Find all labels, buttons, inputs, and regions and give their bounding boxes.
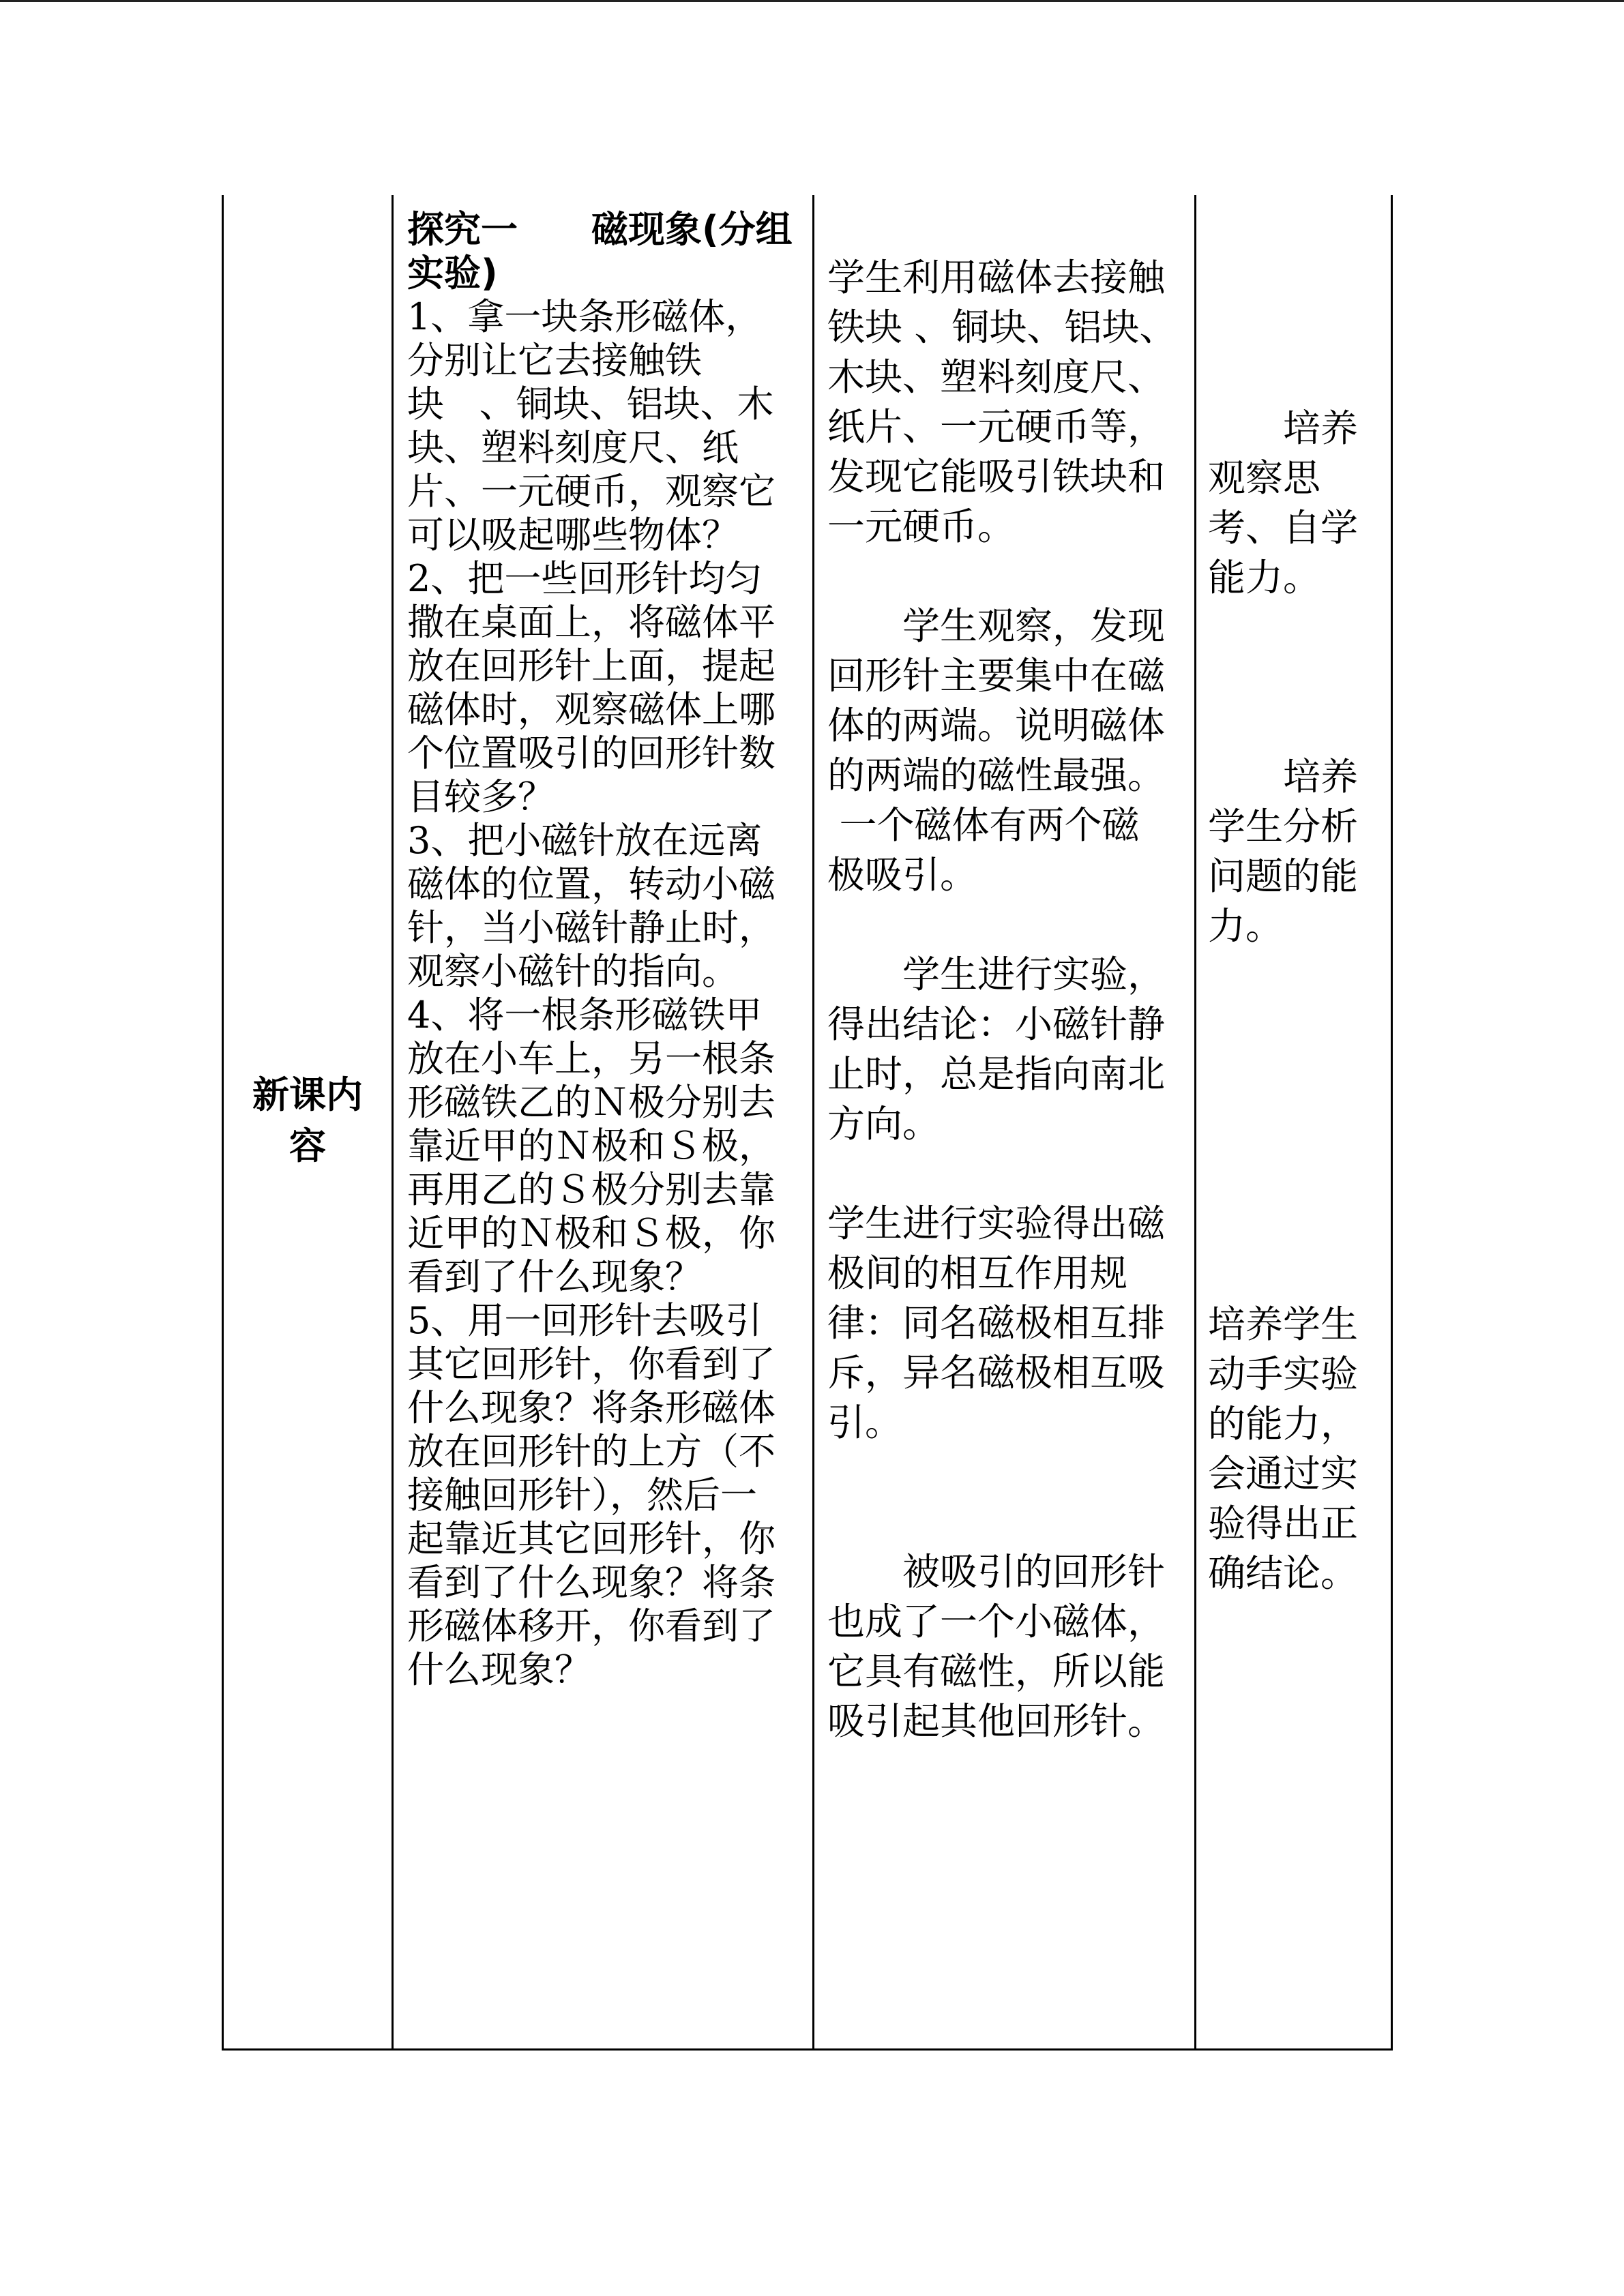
text-line: 发现它能吸引铁块和 <box>827 455 1166 498</box>
section-label-line: 新课内 <box>252 1073 363 1116</box>
text-line: 起靠近其它回形针，你 <box>407 1517 776 1560</box>
paragraph <box>827 601 1192 900</box>
text-line: 近甲的Ｎ极和Ｓ极，你 <box>407 1212 776 1255</box>
text-line: 放在小车上，另一根条 <box>407 1037 776 1080</box>
text-line: 接触回形针），然后一 <box>407 1474 757 1517</box>
text-line: 2、把一些回形针均匀 <box>407 557 763 600</box>
text-line: 斥，异名磁极相互吸 <box>827 1351 1166 1395</box>
text-line: 极间的相互作用规 <box>827 1251 1128 1295</box>
text-line: 观察小磁针的指向。 <box>407 950 739 993</box>
text-line: 观察思 <box>1208 456 1321 500</box>
text-line: 的两端的磁性最强。 <box>827 754 1166 797</box>
text-line: 体的两端。说明磁体 <box>827 704 1166 747</box>
text-line: 会通过实 <box>1208 1452 1359 1495</box>
text-line: 确结论。 <box>1208 1551 1359 1595</box>
text-line: 被吸引的回形针 <box>827 1550 1166 1594</box>
text-line: 回形针主要集中在磁 <box>827 654 1166 698</box>
teacher-activities-cell <box>407 208 810 1692</box>
text-line: 形磁铁乙的Ｎ极分别去 <box>407 1081 776 1124</box>
text-line: 看到了什么现象？ <box>407 1255 702 1298</box>
text-line: 问题的能 <box>1208 854 1359 898</box>
text-line: 引。 <box>827 1401 903 1444</box>
text-line: 再用乙的Ｓ极分别去靠 <box>407 1168 776 1211</box>
text-line: 1、拿一块条形磁体， <box>407 295 763 338</box>
text-line: 培养 <box>1208 406 1359 450</box>
text-line: 考、自学 <box>1208 506 1359 550</box>
paragraph <box>407 1299 810 1692</box>
text-line: 学生分析 <box>1208 805 1359 848</box>
paragraph <box>407 295 810 557</box>
text-line: 木块、塑料刻度尺、 <box>827 355 1166 399</box>
text-line: 什么现象？将条形磁体 <box>407 1386 776 1429</box>
text-line: 一元硬币。 <box>827 505 1016 548</box>
text-line: 学生进行实验， <box>827 953 1166 996</box>
student-activities-cell <box>827 253 1192 1746</box>
table-border-right <box>1391 195 1393 2051</box>
text-line: 能力。 <box>1208 556 1321 599</box>
text-line: 可以吸起哪些物体？ <box>407 513 739 556</box>
text-line: 的能力， <box>1208 1402 1359 1446</box>
text-line: 目较多？ <box>407 775 555 818</box>
section-label-cell <box>224 1069 392 1172</box>
table-border-bottom <box>222 2048 1393 2051</box>
text-line: 得出结论：小磁针静 <box>827 1002 1166 1046</box>
text-line: 磁体时，观察磁体上哪 <box>407 688 776 731</box>
paragraph <box>827 253 1192 552</box>
paragraph <box>827 1199 1192 1448</box>
text-line: 5、用一回形针去吸引 <box>407 1299 763 1342</box>
text-line: 探究一 磁现象(分组 <box>407 208 793 251</box>
text-line: 3、把小磁针放在远离 <box>407 819 763 862</box>
text-line: 纸片、一元硬币等， <box>827 405 1166 449</box>
text-line: 针，当小磁针静止时， <box>407 906 776 949</box>
text-line: 实验) <box>407 252 498 295</box>
text-line: 一个磁体有两个磁 <box>827 803 1140 847</box>
text-line: 块 、铜块、铝块、木 <box>407 383 774 426</box>
text-line: 止时，总是指向南北 <box>827 1052 1166 1096</box>
text-line: 学生观察，发现 <box>827 604 1166 648</box>
text-line: 力。 <box>1208 904 1284 948</box>
text-line: 极吸引。 <box>827 853 978 897</box>
text-line: 撒在桌面上，将磁体平 <box>407 601 776 644</box>
text-line: 靠近甲的Ｎ极和Ｓ极， <box>407 1124 776 1167</box>
text-line: 学生利用磁体去接触 <box>827 256 1166 299</box>
text-line: 看到了什么现象？将条 <box>407 1561 776 1604</box>
text-line: 磁体的位置，转动小磁 <box>407 863 776 906</box>
paragraph <box>407 819 810 994</box>
text-line: 分别让它去接触铁 <box>407 339 702 382</box>
text-line: 律：同名磁极相互排 <box>827 1301 1166 1345</box>
paragraph <box>407 557 810 819</box>
text-line: 验得出正 <box>1208 1502 1359 1545</box>
text-line: 个位置吸引的回形针数 <box>407 732 776 775</box>
text-line: 学生进行实验得出磁 <box>827 1202 1166 1245</box>
paragraph <box>407 208 810 295</box>
text-line: 培养学生 <box>1208 1302 1359 1346</box>
column-divider-2 <box>812 195 814 2051</box>
column-divider-1 <box>392 195 394 2051</box>
text-line: 什么现象？ <box>407 1648 591 1691</box>
paragraph <box>407 994 810 1299</box>
text-line: 放在回形针的上方（不 <box>407 1430 776 1473</box>
column-divider-3 <box>1194 195 1196 2051</box>
text-line: 其它回形针，你看到了 <box>407 1343 776 1386</box>
text-line: 也成了一个小磁体， <box>827 1600 1166 1643</box>
text-line: 铁块 、铜块、铝块、 <box>827 305 1177 349</box>
paragraph <box>1208 752 1389 951</box>
text-line: 放在回形针上面，提起 <box>407 644 776 687</box>
text-line: 动手实验 <box>1208 1352 1359 1396</box>
text-line: 形磁体移开，你看到了 <box>407 1605 776 1648</box>
text-line: 块、塑料刻度尺、纸 <box>407 426 739 469</box>
section-label-line: 容 <box>289 1124 326 1167</box>
paragraph <box>1208 404 1389 603</box>
text-line: 方向。 <box>827 1102 941 1146</box>
text-line: 4、将一根条形磁铁甲 <box>407 994 763 1037</box>
text-line: 它具有磁性，所以能 <box>827 1650 1166 1693</box>
design-intent-cell <box>1208 404 1389 1598</box>
paragraph <box>827 1547 1192 1746</box>
paragraph <box>827 950 1192 1149</box>
text-line: 吸引起其他回形针。 <box>827 1699 1166 1743</box>
text-line: 培养 <box>1208 755 1359 799</box>
text-line: 片、一元硬币，观察它 <box>407 470 776 513</box>
paragraph <box>1208 1300 1389 1598</box>
